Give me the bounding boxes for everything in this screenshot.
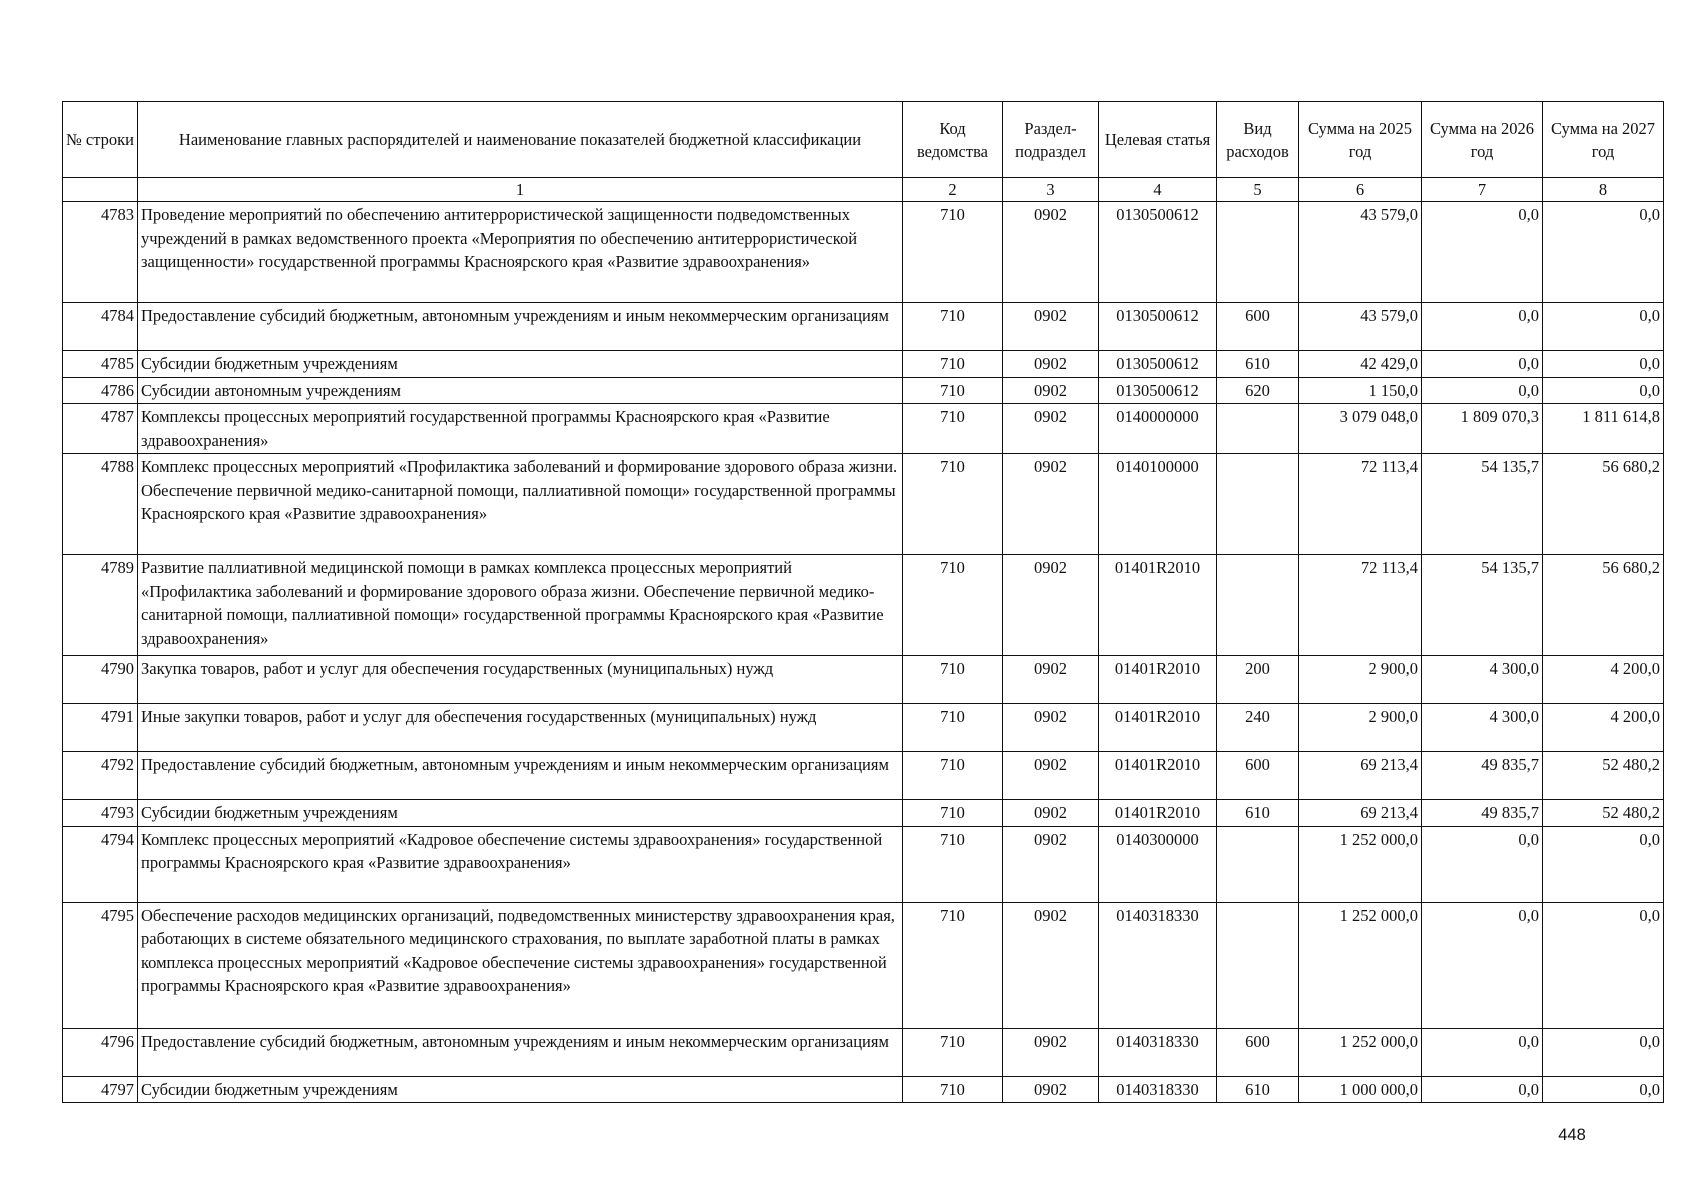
expense-kind: 610 bbox=[1217, 1076, 1299, 1103]
dept-code: 710 bbox=[903, 1076, 1003, 1103]
amount-2025: 2 900,0 bbox=[1299, 704, 1422, 752]
section-code: 0902 bbox=[1003, 752, 1099, 800]
row-name: Субсидии бюджетным учреждениям bbox=[138, 800, 903, 827]
header-2026: Сумма на 2026 год bbox=[1422, 102, 1543, 178]
amount-2025: 43 579,0 bbox=[1299, 202, 1422, 303]
amount-2025: 69 213,4 bbox=[1299, 752, 1422, 800]
row-number: 4796 bbox=[63, 1028, 138, 1076]
section-code: 0902 bbox=[1003, 303, 1099, 351]
target-code: 0140318330 bbox=[1099, 1076, 1217, 1103]
expense-kind: 200 bbox=[1217, 656, 1299, 704]
amount-2026: 4 300,0 bbox=[1422, 656, 1543, 704]
column-number: 3 bbox=[1003, 178, 1099, 202]
amount-2027: 0,0 bbox=[1543, 902, 1664, 1028]
budget-table bbox=[62, 101, 1664, 1103]
amount-2027: 0,0 bbox=[1543, 826, 1664, 902]
table-row bbox=[63, 1076, 1664, 1103]
amount-2025: 1 150,0 bbox=[1299, 377, 1422, 404]
target-code: 0130500612 bbox=[1099, 202, 1217, 303]
dept-code: 710 bbox=[903, 1028, 1003, 1076]
row-name: Предоставление субсидий бюджетным, автономным учреждениям и иным некоммерческим организациям bbox=[138, 752, 903, 800]
row-number: 4784 bbox=[63, 303, 138, 351]
section-code: 0902 bbox=[1003, 555, 1099, 656]
expense-kind bbox=[1217, 902, 1299, 1028]
row-number: 4797 bbox=[63, 1076, 138, 1103]
expense-kind bbox=[1217, 454, 1299, 555]
row-name: Субсидии бюджетным учреждениям bbox=[138, 351, 903, 378]
page-number: 448 bbox=[1558, 1126, 1586, 1144]
row-number: 4792 bbox=[63, 752, 138, 800]
amount-2026: 49 835,7 bbox=[1422, 752, 1543, 800]
amount-2025: 1 000 000,0 bbox=[1299, 1076, 1422, 1103]
row-number: 4791 bbox=[63, 704, 138, 752]
amount-2026: 0,0 bbox=[1422, 826, 1543, 902]
dept-code: 710 bbox=[903, 377, 1003, 404]
amount-2025: 1 252 000,0 bbox=[1299, 1028, 1422, 1076]
column-number: 8 bbox=[1543, 178, 1664, 202]
target-code: 0130500612 bbox=[1099, 351, 1217, 378]
amount-2027: 52 480,2 bbox=[1543, 752, 1664, 800]
expense-kind bbox=[1217, 202, 1299, 303]
table-row bbox=[63, 752, 1664, 800]
table-row bbox=[63, 202, 1664, 303]
table-row bbox=[63, 555, 1664, 656]
section-code: 0902 bbox=[1003, 202, 1099, 303]
target-code: 01401R2010 bbox=[1099, 752, 1217, 800]
table-row bbox=[63, 1028, 1664, 1076]
row-name: Комплекс процессных мероприятий «Профилактика заболеваний и формирование здорового образа жизни. Обеспечение первичной медико-санитарной помощи, паллиативной помощи» государственной программы Красноярского края «Развитие здравоохранения» bbox=[138, 454, 903, 555]
dept-code: 710 bbox=[903, 303, 1003, 351]
dept-code: 710 bbox=[903, 454, 1003, 555]
table-row bbox=[63, 826, 1664, 902]
row-number: 4789 bbox=[63, 555, 138, 656]
row-name: Развитие паллиативной медицинской помощи в рамках комплекса процессных мероприятий «Профилактика заболеваний и формирование здорового образа жизни. Обеспечение первичной медико-санитарной помощи, паллиативной помощи» государственной программы Красноярского края «Развитие здравоохранения» bbox=[138, 555, 903, 656]
target-code: 0130500612 bbox=[1099, 377, 1217, 404]
row-name: Комплексы процессных мероприятий государственной программы Красноярского края «Развитие здравоохранения» bbox=[138, 404, 903, 454]
amount-2027: 0,0 bbox=[1543, 1076, 1664, 1103]
amount-2027: 0,0 bbox=[1543, 351, 1664, 378]
target-code: 0140318330 bbox=[1099, 1028, 1217, 1076]
target-code: 0140100000 bbox=[1099, 454, 1217, 555]
row-name: Проведение мероприятий по обеспечению антитеррористической защищенности подведомственных учреждений в рамках ведомственного проекта «Мероприятия по обеспечению антитеррористической защищенности» государственной программы Красноярского края «Развитие здравоохранения» bbox=[138, 202, 903, 303]
amount-2026: 49 835,7 bbox=[1422, 800, 1543, 827]
column-number: 4 bbox=[1099, 178, 1217, 202]
amount-2025: 1 252 000,0 bbox=[1299, 826, 1422, 902]
dept-code: 710 bbox=[903, 202, 1003, 303]
header-row-number: № строки bbox=[63, 102, 138, 178]
table-row bbox=[63, 656, 1664, 704]
amount-2025: 42 429,0 bbox=[1299, 351, 1422, 378]
column-number: 1 bbox=[138, 178, 903, 202]
amount-2027: 56 680,2 bbox=[1543, 454, 1664, 555]
amount-2027: 52 480,2 bbox=[1543, 800, 1664, 827]
section-code: 0902 bbox=[1003, 377, 1099, 404]
row-number: 4785 bbox=[63, 351, 138, 378]
amount-2027: 4 200,0 bbox=[1543, 656, 1664, 704]
amount-2026: 1 809 070,3 bbox=[1422, 404, 1543, 454]
table-row bbox=[63, 704, 1664, 752]
target-code: 01401R2010 bbox=[1099, 555, 1217, 656]
table-row bbox=[63, 351, 1664, 378]
row-number: 4788 bbox=[63, 454, 138, 555]
section-code: 0902 bbox=[1003, 656, 1099, 704]
header-2025: Сумма на 2025 год bbox=[1299, 102, 1422, 178]
dept-code: 710 bbox=[903, 351, 1003, 378]
amount-2026: 0,0 bbox=[1422, 202, 1543, 303]
dept-code: 710 bbox=[903, 404, 1003, 454]
table-row bbox=[63, 404, 1664, 454]
expense-kind bbox=[1217, 404, 1299, 454]
expense-kind: 610 bbox=[1217, 351, 1299, 378]
column-number bbox=[63, 178, 138, 202]
row-name: Субсидии бюджетным учреждениям bbox=[138, 1076, 903, 1103]
header-dept-code: Код ведомства bbox=[903, 102, 1003, 178]
amount-2025: 1 252 000,0 bbox=[1299, 902, 1422, 1028]
target-code: 01401R2010 bbox=[1099, 656, 1217, 704]
row-number: 4786 bbox=[63, 377, 138, 404]
amount-2026: 54 135,7 bbox=[1422, 454, 1543, 555]
amount-2027: 56 680,2 bbox=[1543, 555, 1664, 656]
amount-2026: 0,0 bbox=[1422, 902, 1543, 1028]
column-number: 7 bbox=[1422, 178, 1543, 202]
amount-2027: 4 200,0 bbox=[1543, 704, 1664, 752]
amount-2027: 0,0 bbox=[1543, 202, 1664, 303]
row-name: Закупка товаров, работ и услуг для обеспечения государственных (муниципальных) нужд bbox=[138, 656, 903, 704]
target-code: 0140318330 bbox=[1099, 902, 1217, 1028]
header-kind: Вид расходов bbox=[1217, 102, 1299, 178]
amount-2025: 2 900,0 bbox=[1299, 656, 1422, 704]
row-number: 4790 bbox=[63, 656, 138, 704]
amount-2025: 69 213,4 bbox=[1299, 800, 1422, 827]
header-target: Целевая статья bbox=[1099, 102, 1217, 178]
header-section: Раздел-подраздел bbox=[1003, 102, 1099, 178]
expense-kind: 600 bbox=[1217, 303, 1299, 351]
section-code: 0902 bbox=[1003, 800, 1099, 827]
dept-code: 710 bbox=[903, 656, 1003, 704]
section-code: 0902 bbox=[1003, 1028, 1099, 1076]
target-code: 01401R2010 bbox=[1099, 800, 1217, 827]
expense-kind: 610 bbox=[1217, 800, 1299, 827]
row-name: Субсидии автономным учреждениям bbox=[138, 377, 903, 404]
section-code: 0902 bbox=[1003, 454, 1099, 555]
target-code: 0140000000 bbox=[1099, 404, 1217, 454]
expense-kind bbox=[1217, 555, 1299, 656]
section-code: 0902 bbox=[1003, 826, 1099, 902]
table-row bbox=[63, 454, 1664, 555]
amount-2026: 0,0 bbox=[1422, 1076, 1543, 1103]
row-name: Предоставление субсидий бюджетным, автономным учреждениям и иным некоммерческим организациям bbox=[138, 303, 903, 351]
expense-kind bbox=[1217, 826, 1299, 902]
table-row bbox=[63, 303, 1664, 351]
amount-2025: 72 113,4 bbox=[1299, 454, 1422, 555]
section-code: 0902 bbox=[1003, 1076, 1099, 1103]
expense-kind: 600 bbox=[1217, 1028, 1299, 1076]
dept-code: 710 bbox=[903, 902, 1003, 1028]
section-code: 0902 bbox=[1003, 351, 1099, 378]
dept-code: 710 bbox=[903, 826, 1003, 902]
column-number-row bbox=[63, 178, 1664, 202]
row-number: 4787 bbox=[63, 404, 138, 454]
row-name: Предоставление субсидий бюджетным, автономным учреждениям и иным некоммерческим организациям bbox=[138, 1028, 903, 1076]
column-number: 5 bbox=[1217, 178, 1299, 202]
dept-code: 710 bbox=[903, 800, 1003, 827]
amount-2026: 0,0 bbox=[1422, 1028, 1543, 1076]
expense-kind: 620 bbox=[1217, 377, 1299, 404]
dept-code: 710 bbox=[903, 555, 1003, 656]
amount-2025: 72 113,4 bbox=[1299, 555, 1422, 656]
section-code: 0902 bbox=[1003, 704, 1099, 752]
section-code: 0902 bbox=[1003, 404, 1099, 454]
target-code: 01401R2010 bbox=[1099, 704, 1217, 752]
row-number: 4783 bbox=[63, 202, 138, 303]
table-row bbox=[63, 902, 1664, 1028]
amount-2025: 3 079 048,0 bbox=[1299, 404, 1422, 454]
row-number: 4793 bbox=[63, 800, 138, 827]
row-name: Иные закупки товаров, работ и услуг для обеспечения государственных (муниципальных) нужд bbox=[138, 704, 903, 752]
amount-2026: 0,0 bbox=[1422, 377, 1543, 404]
header-2027: Сумма на 2027 год bbox=[1543, 102, 1664, 178]
expense-kind: 600 bbox=[1217, 752, 1299, 800]
amount-2027: 0,0 bbox=[1543, 377, 1664, 404]
dept-code: 710 bbox=[903, 752, 1003, 800]
amount-2026: 54 135,7 bbox=[1422, 555, 1543, 656]
column-number: 6 bbox=[1299, 178, 1422, 202]
amount-2026: 0,0 bbox=[1422, 303, 1543, 351]
amount-2026: 0,0 bbox=[1422, 351, 1543, 378]
target-code: 0130500612 bbox=[1099, 303, 1217, 351]
amount-2027: 0,0 bbox=[1543, 1028, 1664, 1076]
target-code: 0140300000 bbox=[1099, 826, 1217, 902]
dept-code: 710 bbox=[903, 704, 1003, 752]
amount-2025: 43 579,0 bbox=[1299, 303, 1422, 351]
row-number: 4794 bbox=[63, 826, 138, 902]
column-number: 2 bbox=[903, 178, 1003, 202]
table-row bbox=[63, 800, 1664, 827]
expense-kind: 240 bbox=[1217, 704, 1299, 752]
table-row bbox=[63, 377, 1664, 404]
row-name: Комплекс процессных мероприятий «Кадровое обеспечение системы здравоохранения» государственной программы Красноярского края «Развитие здравоохранения» bbox=[138, 826, 903, 902]
amount-2027: 0,0 bbox=[1543, 303, 1664, 351]
row-name: Обеспечение расходов медицинских организаций, подведомственных министерству здравоохранения края, работающих в системе обязательного медицинского страхования, по выплате заработной платы в рамках комплекса процессных мероприятий «Кадровое обеспечение системы здравоохранения» государственной программы Красноярского края «Развитие здравоохранения» bbox=[138, 902, 903, 1028]
amount-2027: 1 811 614,8 bbox=[1543, 404, 1664, 454]
section-code: 0902 bbox=[1003, 902, 1099, 1028]
row-number: 4795 bbox=[63, 902, 138, 1028]
amount-2026: 4 300,0 bbox=[1422, 704, 1543, 752]
header-name: Наименование главных распорядителей и наименование показателей бюджетной классификации bbox=[138, 102, 903, 178]
header-row bbox=[63, 102, 1664, 178]
